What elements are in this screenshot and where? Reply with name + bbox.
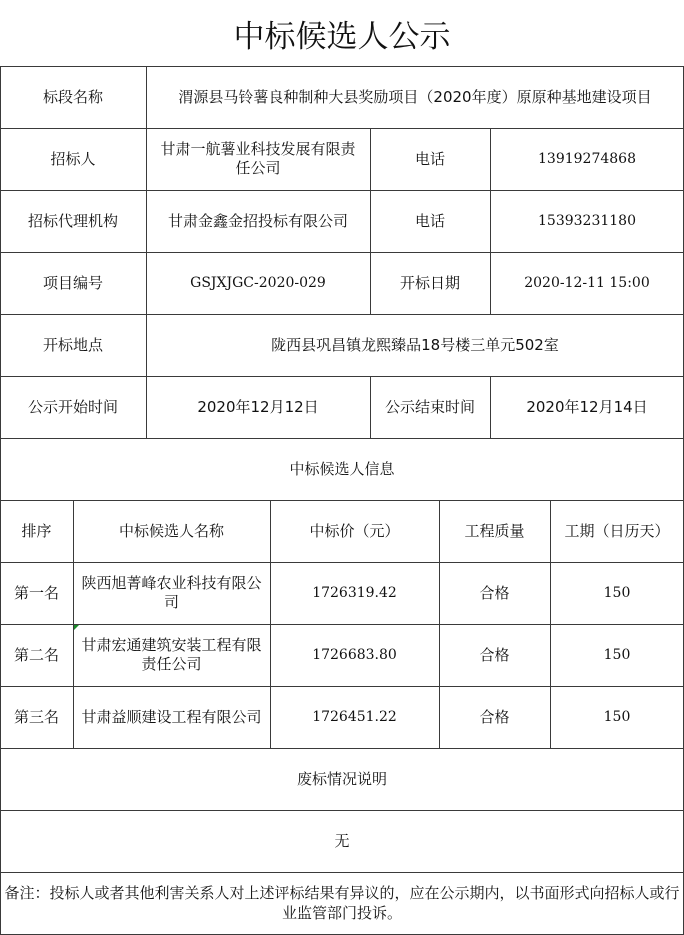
grid-line xyxy=(0,562,684,563)
agency-value: 甘肃金鑫金招投标有限公司 xyxy=(167,211,348,230)
candidate-1-quality: 合格 xyxy=(479,583,510,602)
tenderer-value: 甘肃一航薯业科技发展有限责任公司 xyxy=(160,140,356,177)
candidate-2-price: 1726683.80 xyxy=(312,646,397,663)
agency-phone-label: 电话 xyxy=(414,211,445,230)
open-location-value: 陇西县巩昌镇龙熙臻品18号楼三单元502室 xyxy=(271,335,559,354)
agency-phone: 15393231180 xyxy=(538,212,636,229)
grid-line xyxy=(550,500,551,748)
candidate-2-name: 甘肃宏通建筑安装工程有限责任公司 xyxy=(81,636,262,673)
grid-line xyxy=(439,500,440,748)
grid-line xyxy=(0,624,684,625)
agency-label: 招标代理机构 xyxy=(27,211,118,230)
grid-line xyxy=(146,66,147,438)
column-period: 工期（日历天） xyxy=(564,521,670,540)
candidate-3-rank: 第三名 xyxy=(13,707,59,726)
grid-line xyxy=(0,190,684,191)
grid-line xyxy=(0,686,684,687)
candidate-1-price: 1726319.42 xyxy=(312,584,397,601)
page-title: 中标候选人公示 xyxy=(233,18,451,55)
grid-line xyxy=(0,66,684,67)
grid-line xyxy=(0,376,684,377)
tenderer-label: 招标人 xyxy=(50,149,96,168)
project-number-value: GSJXJGC-2020-029 xyxy=(190,274,326,291)
grid-line xyxy=(370,128,371,314)
candidate-1-name: 陕西旭菁峰农业科技有限公司 xyxy=(81,574,262,611)
candidate-1-period: 150 xyxy=(603,584,631,601)
grid-line xyxy=(0,66,1,935)
section-name-value: 渭源县马铃薯良种制种大县奖励项目（2020年度）原原种基地建设项目 xyxy=(178,88,652,106)
grid-line xyxy=(490,128,491,314)
grid-line xyxy=(0,252,684,253)
section-name-label: 标段名称 xyxy=(42,88,103,106)
publicity-start-label: 公示开始时间 xyxy=(27,397,118,416)
candidate-2-quality: 合格 xyxy=(479,645,510,664)
candidate-3-quality: 合格 xyxy=(479,707,510,726)
grid-line xyxy=(0,500,684,501)
grid-line xyxy=(490,376,491,438)
open-location-label: 开标地点 xyxy=(42,335,103,354)
grid-line xyxy=(370,376,371,438)
grid-line xyxy=(0,128,684,129)
candidate-3-price: 1726451.22 xyxy=(312,708,397,725)
grid-line xyxy=(0,438,684,439)
grid-line xyxy=(270,500,271,748)
grid-line xyxy=(0,872,684,873)
candidate-1-rank: 第一名 xyxy=(13,583,59,602)
grid-line xyxy=(73,500,74,748)
invalid-bid-header: 废标情况说明 xyxy=(296,769,387,788)
open-date-value: 2020-12-11 15:00 xyxy=(524,274,650,291)
tenderer-phone-label: 电话 xyxy=(414,149,445,168)
invalid-bid-value: 无 xyxy=(334,831,350,850)
grid-line xyxy=(0,748,684,749)
grid-line xyxy=(0,810,684,811)
publicity-end-value: 2020年12月14日 xyxy=(526,397,648,416)
column-quality: 工程质量 xyxy=(464,521,525,540)
column-name: 中标候选人名称 xyxy=(118,521,224,540)
candidates-header: 中标候选人信息 xyxy=(289,459,395,478)
candidate-2-rank: 第二名 xyxy=(13,645,59,664)
candidate-2-period: 150 xyxy=(603,646,631,663)
publicity-start-value: 2020年12月12日 xyxy=(197,397,319,416)
remarks-note: 备注：投标人或者其他利害关系人对上述评标结果有异议的，应在公示期内，以书面形式向招标人或行业监管部门投诉。 xyxy=(4,884,680,922)
project-number-label: 项目编号 xyxy=(42,273,103,292)
column-price: 中标价（元） xyxy=(309,521,400,540)
candidate-3-period: 150 xyxy=(603,708,631,725)
grid-line xyxy=(0,314,684,315)
column-rank: 排序 xyxy=(21,521,52,540)
open-date-label: 开标日期 xyxy=(399,273,460,292)
publicity-end-label: 公示结束时间 xyxy=(384,397,475,416)
tenderer-phone: 13919274868 xyxy=(538,150,636,167)
candidate-3-name: 甘肃益顺建设工程有限公司 xyxy=(81,707,262,726)
